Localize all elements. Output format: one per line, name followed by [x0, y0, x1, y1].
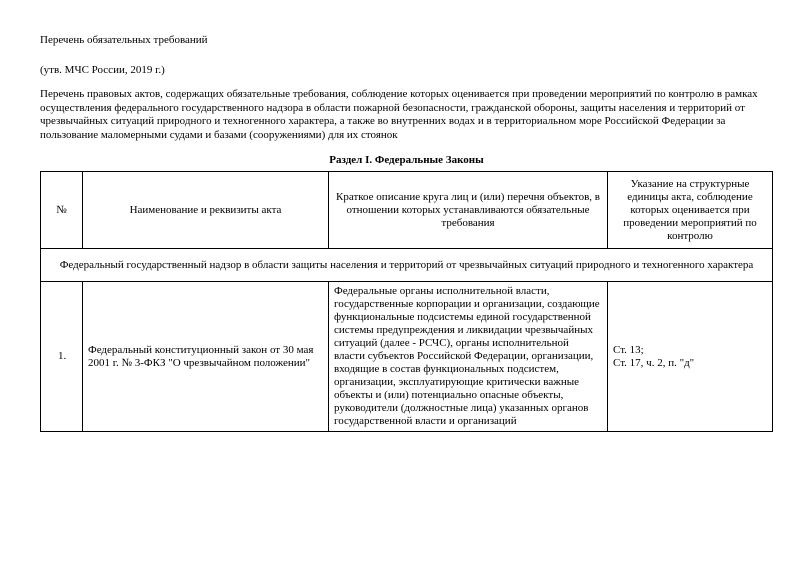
header-description: Краткое описание круга лиц и (или) перечня объектов, в отношении которых устанавливаются обязательные требования — [329, 172, 608, 249]
document-intro-paragraph: Перечень правовых актов, содержащих обязательные требования, соблюдение которых оценивается при проведении мероприятий по контролю в рамках осуществления федерального государственного надзора в области пожарной безопасности, гражданской обороны, защиты населения и территорий от чрезвычайных ситуаций природного и техногенного характера, а также во внутренних водах и в территориальном море Российской Федерации за пользование маломерными судами и базами (сооружениями) для их стоянок — [40, 88, 758, 141]
row-number: 1. — [41, 282, 83, 432]
header-act-name: Наименование и реквизиты акта — [83, 172, 329, 249]
row-unit-line: Ст. 17, ч. 2, п. "д" — [613, 356, 695, 369]
section-title: Раздел I. Федеральные Законы — [329, 154, 484, 166]
group-heading: Федеральный государственный надзор в области защиты населения и территорий от чрезвычайных ситуаций природного и техногенного характера — [41, 249, 773, 282]
row-unit-line: Ст. 13; — [613, 343, 644, 356]
header-structural-units: Указание на структурные единицы акта, соблюдение которых оценивается при проведении мероприятий по контролю — [608, 172, 773, 249]
table-group-row — [41, 249, 773, 282]
row-act-name: Федеральный конституционный закон от 30 мая 2001 г. № 3-ФКЗ "О чрезвычайном положении" — [83, 282, 329, 432]
table-row — [41, 282, 773, 432]
header-number: № — [41, 172, 83, 249]
document-approval-note: (утв. МЧС России, 2019 г.) — [40, 64, 165, 76]
document-title: Перечень обязательных требований — [40, 34, 208, 46]
row-description: Федеральные органы исполнительной власти, государственные корпорации и организации, создающие функциональные подсистемы единой государственной системы предупреждения и ликвидации чрезвычайных ситуаций (далее - РСЧС), органы исполнительной власти субъектов Российской Федерации, организации, входящие в состав функциональных подсистем, организации, эксплуатирующие критически важные объекты и (или) потенциально опасные объекты, руководители (должностные лица) указанных органов государственной власти и организаций — [329, 282, 608, 432]
table-header-row — [41, 172, 773, 249]
row-structural-units — [608, 282, 773, 432]
requirements-table — [40, 171, 773, 432]
